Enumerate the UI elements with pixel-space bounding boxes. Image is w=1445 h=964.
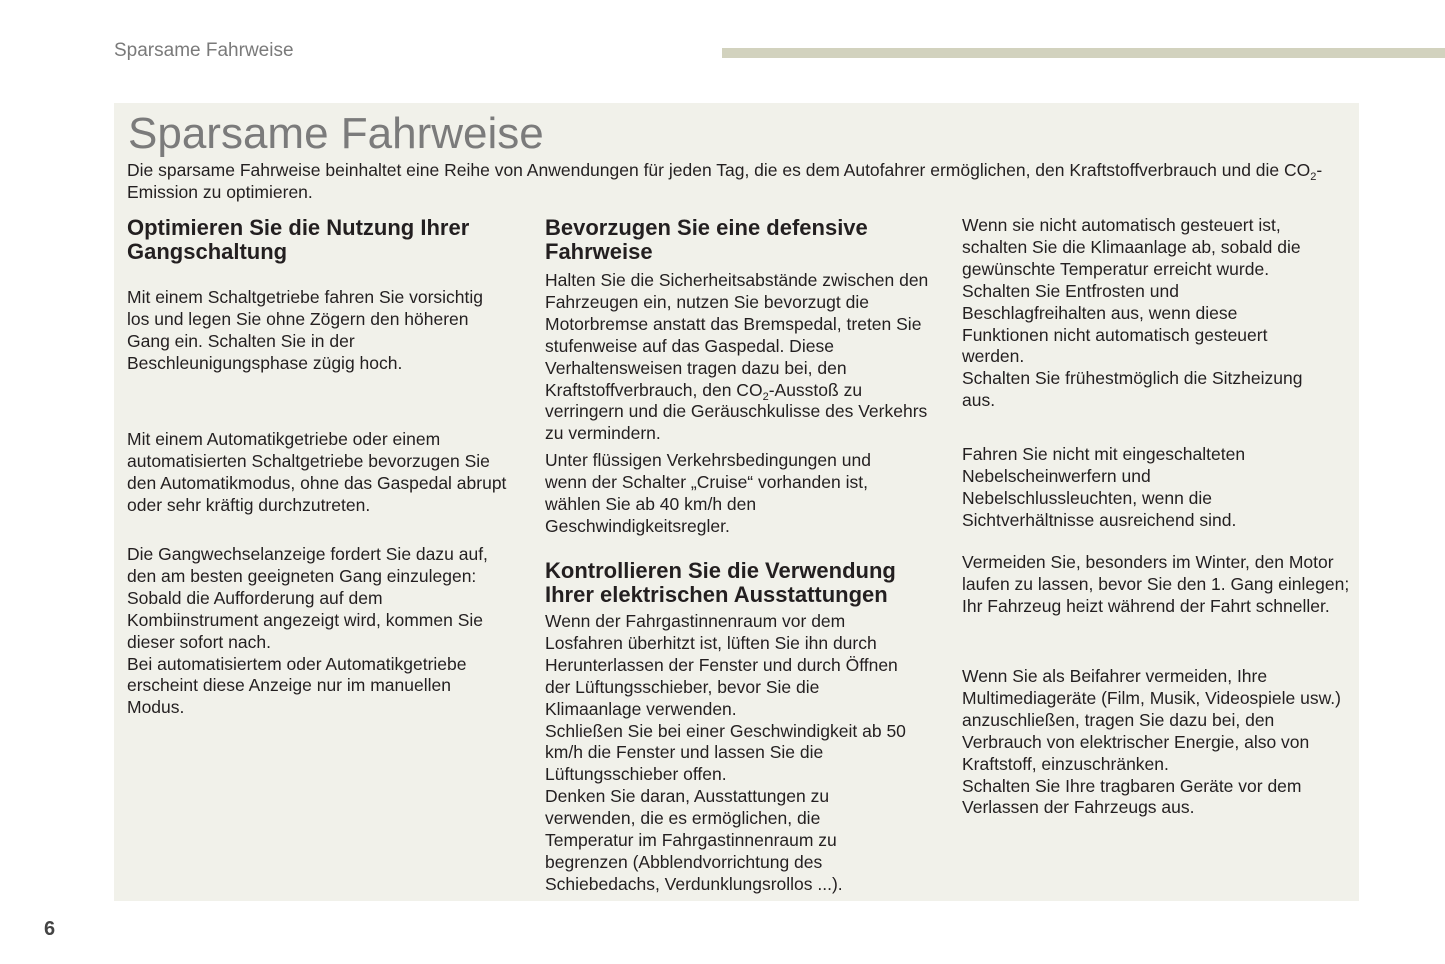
col3-paragraph-5: Vermeiden Sie, besonders im Winter, den Motor laufen zu lassen, bevor Sie den 1. Gang einlegen; Ihr Fahrzeug heizt während der Fahrt schneller. bbox=[962, 552, 1350, 616]
col3-paragraph-7: Schalten Sie Ihre tragbaren Geräte vor dem Verlassen der Fahrzeugs aus. bbox=[962, 775, 1302, 818]
intro-paragraph bbox=[127, 159, 1342, 203]
col2-p1-pre: Halten Sie die Sicherheitsabstände zwischen den Fahrzeugen ein, nutzen Sie bevorzugt die Motorbremse anstatt das Bremspedal, treten Sie stufenweise auf das Gaspedal. Diese Verhaltensweisen tragen dazu bei, den Kraftstoffverbrauch, den CO bbox=[545, 270, 929, 400]
col2-p1-subscript: 2 bbox=[762, 390, 769, 403]
col1-heading: Optimieren Sie die Nutzung Ihrer Gangschaltung bbox=[127, 215, 470, 264]
column-3 bbox=[962, 215, 1327, 412]
col2-paragraph-5: Denken Sie daran, Ausstattungen zu verwenden, die es ermöglichen, die Temperatur im Fahrgastinnenraum zu begrenzen (Abblendvorrichtung des Schiebedachs, Verdunklungsrollos ...). bbox=[545, 786, 843, 894]
col3-paragraph-2: Schalten Sie Entfrosten und Beschlagfreihalten aus, wenn diese Funktionen nicht automatisch gesteuert werden. bbox=[962, 280, 1268, 367]
intro-subscript: 2 bbox=[1310, 171, 1317, 183]
col2-paragraph-1 bbox=[545, 270, 935, 445]
col1-paragraph-1: Mit einem Schaltgetriebe fahren Sie vorsichtig los und legen Sie ohne Zögern den höheren Gang ein. Schalten Sie in der Beschleunigungsphase zügig hoch. bbox=[127, 287, 484, 373]
col3-paragraph-6: Wenn Sie als Beifahrer vermeiden, Ihre Multimediageräte (Film, Musik, Videospiele usw.) anzuschließen, tragen Sie dazu bei, den Verbrauch von elektrischer Energie, also von Kraftstoff, einzuschränken. bbox=[962, 666, 1341, 774]
page-number: 6 bbox=[44, 918, 56, 940]
page-title: Sparsame Fahrweise bbox=[128, 109, 544, 158]
col2-paragraph-2: Unter flüssigen Verkehrsbedingungen und wenn der Schalter „Cruise“ vorhanden ist, wählen Sie ab 40 km/h den Geschwindigkeitsregler. bbox=[545, 450, 871, 536]
col1-block-3 bbox=[127, 544, 512, 719]
column-2-lower bbox=[545, 559, 935, 896]
col3-block-4 bbox=[962, 666, 1352, 819]
intro-text-post: -Emission zu optimieren. bbox=[127, 160, 1323, 202]
col3-paragraph-1: Wenn sie nicht automatisch gesteuert ist, schalten Sie die Klimaanlage ab, sobald die gewünschte Temperatur erreicht wurde. bbox=[962, 215, 1301, 279]
col3-paragraph-3: Schalten Sie frühestmöglich die Sitzheizung aus. bbox=[962, 368, 1303, 411]
col1-paragraph-3: Die Gangwechselanzeige fordert Sie dazu auf, den am besten geeigneten Gang einzulegen: Sobald die Aufforderung auf dem Kombiinstrument angezeigt wird, kommen Sie dieser sofort nach. bbox=[127, 544, 488, 652]
col1-paragraph-4: Bei automatisiertem oder Automatikgetriebe erscheint diese Anzeige nur im manuellen Modus. bbox=[127, 653, 467, 718]
col2-heading-2: Kontrollieren Sie die Verwendung Ihrer elektrischen Ausstattungen bbox=[545, 558, 896, 607]
col3-block-3 bbox=[962, 552, 1352, 618]
col2-paragraph-4: Schließen Sie bei einer Geschwindigkeit ab 50 km/h die Fenster und lassen Sie die Lüftungsschieber offen. bbox=[545, 720, 906, 785]
header-bar bbox=[722, 48, 1445, 58]
col1-block-2 bbox=[127, 429, 517, 517]
column-1 bbox=[127, 216, 527, 264]
column-2 bbox=[545, 216, 935, 538]
intro-text-pre: Die sparsame Fahrweise beinhaltet eine Reihe von Anwendungen für jeden Tag, die es dem Autofahrer ermöglichen, den Kraftstoffverbrauch und die CO bbox=[127, 160, 1311, 180]
col1-paragraph-2: Mit einem Automatikgetriebe oder einem automatisierten Schaltgetriebe bevorzugen Sie den Automatikmodus, ohne das Gaspedal abrupt oder sehr kräftig durchzutreten. bbox=[127, 429, 507, 515]
col2-paragraph-3: Wenn der Fahrgastinnenraum vor dem Losfahren überhitzt ist, lüften Sie ihn durch Herunterlassen der Fenster und durch Öffnen der Lüftungsschieber, bevor Sie die Klimaanlage verwenden. bbox=[545, 611, 898, 719]
col2-p1-post: -Ausstoß zu verringern und die Geräuschkulisse des Verkehrs zu vermindern. bbox=[545, 379, 928, 444]
col2-heading-1: Bevorzugen Sie eine defensive Fahrweise bbox=[545, 215, 868, 264]
col3-block-2 bbox=[962, 444, 1292, 532]
col1-block-1 bbox=[127, 287, 507, 375]
running-header: Sparsame Fahrweise bbox=[114, 40, 294, 61]
col3-paragraph-4: Fahren Sie nicht mit eingeschalteten Nebelscheinwerfern und Nebelschlussleuchten, wenn die Sichtverhältnisse ausreichend sind. bbox=[962, 444, 1246, 530]
